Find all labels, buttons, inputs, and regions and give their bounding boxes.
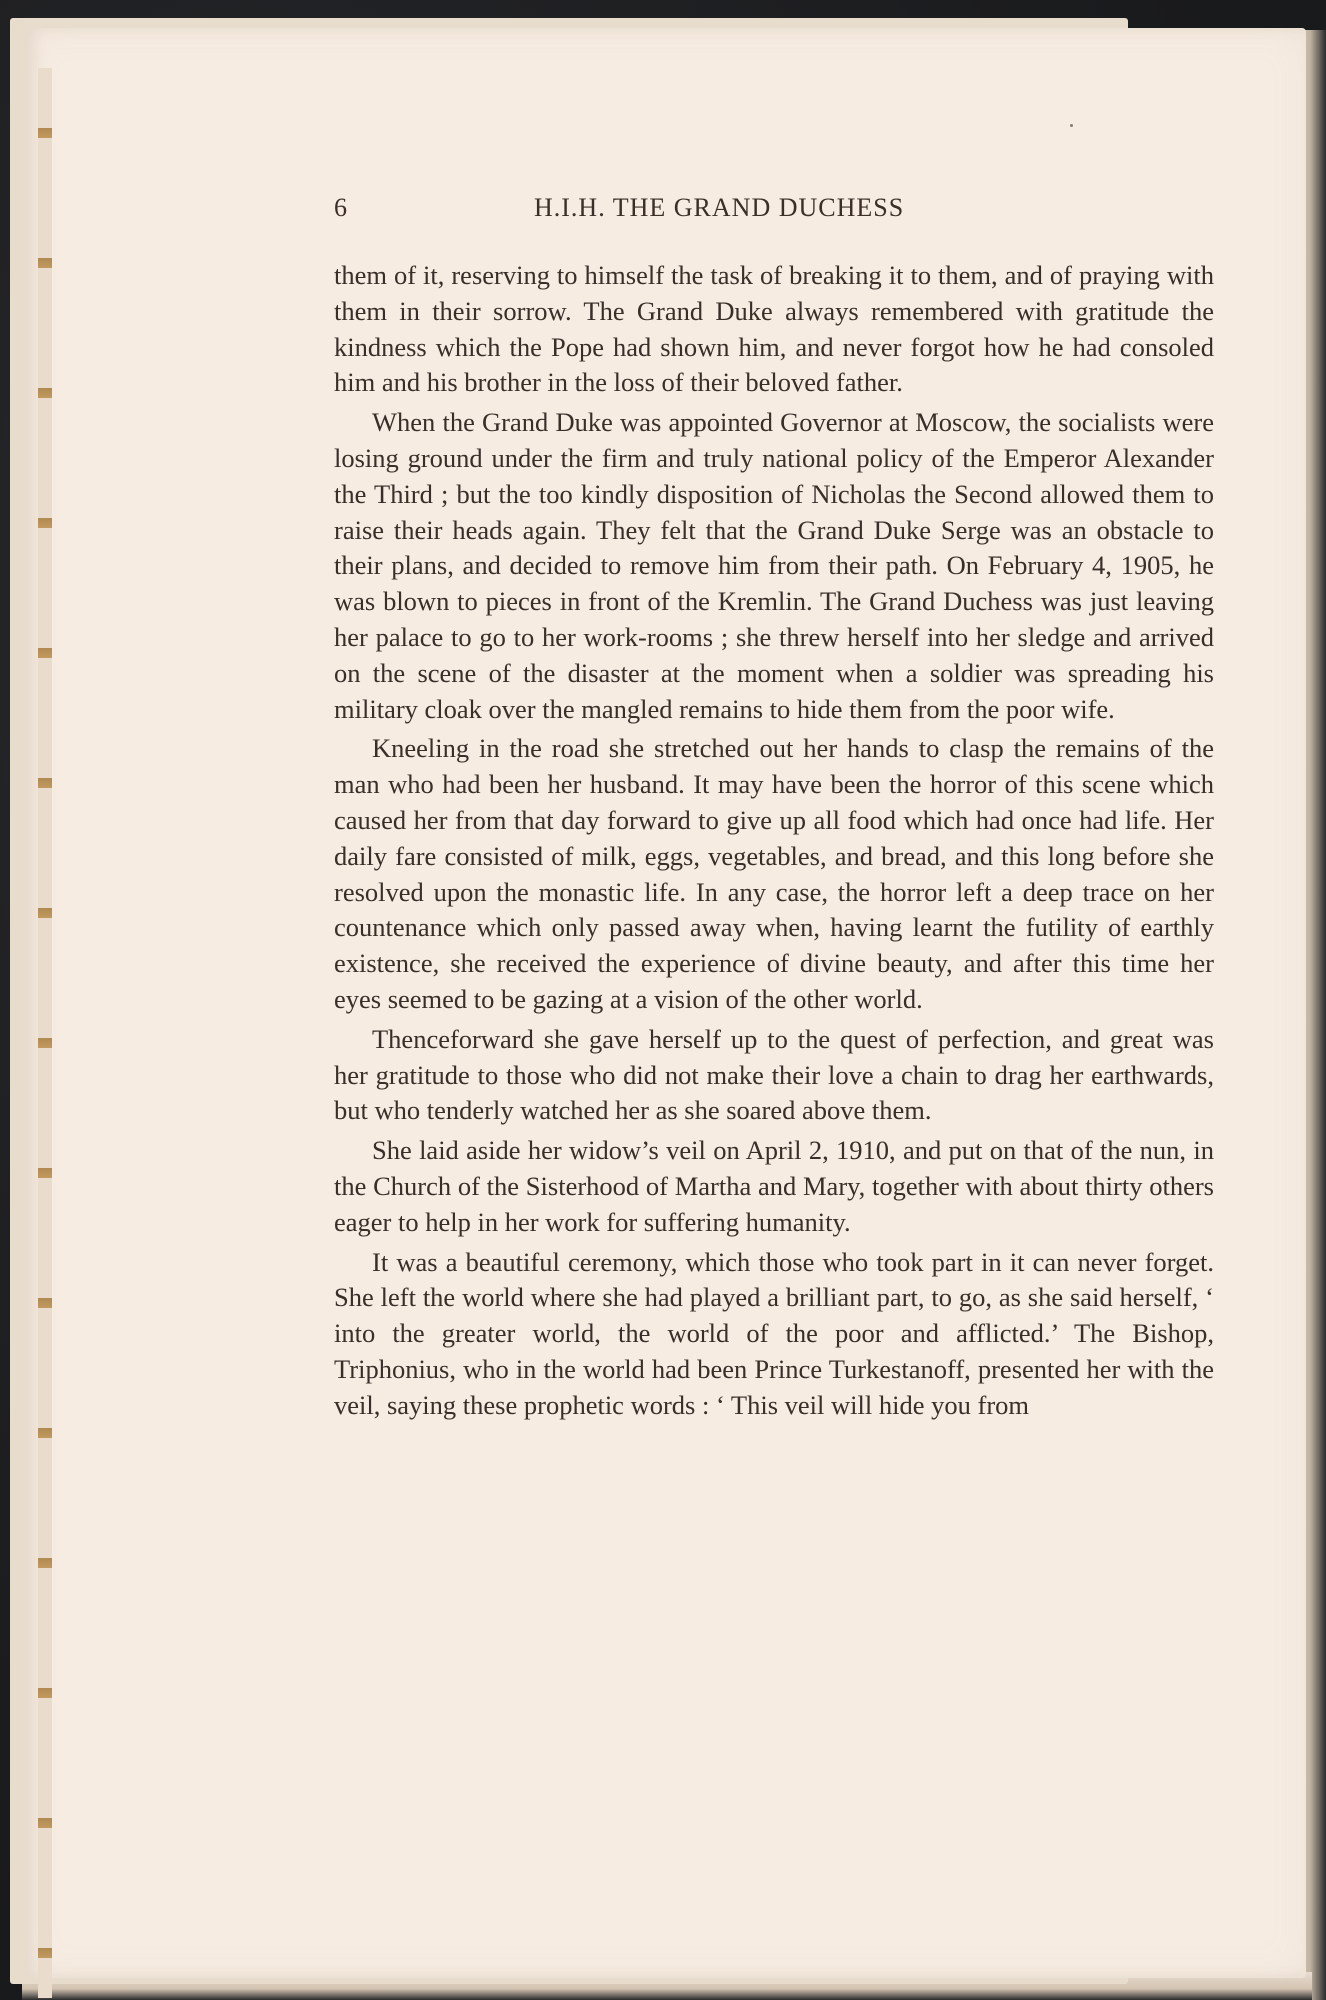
book-page: [26, 28, 1306, 1978]
body-text: [334, 258, 1214, 1428]
paragraph: Thenceforward she gave herself up to the quest of perfection, and great was her gratitude to those who did not make their love a chain to drag her earthwards, but who tenderly watched her as she soared above them.: [334, 1023, 1214, 1126]
running-title: H.I.H. THE GRAND DUCHESS: [534, 193, 905, 222]
paragraph: them of it, reserving to himself the task of breaking it to them, and of praying with them in their sorrow. The Grand Duke always remembered with gratitude the kindness which the Pope had shown him, and never forgot how he had consoled him and his brother in the loss of their beloved father.: [334, 260, 1214, 398]
running-head: [334, 193, 1004, 233]
page-binding: [38, 68, 52, 1998]
paper-speck: [1070, 124, 1073, 127]
paragraph: Kneeling in the road she stretched out her hands to clasp the remains of the man who had been her husband. It may have been the horror of this scene which caused her from that day forward to give up all food which had once had life. Her daily fare consisted of milk, eggs, vegetables, and bread, and this long before she resolved upon the monastic life. In any case, the horror left a deep trace on her countenance which only passed away when, having learnt the futility of earthly existence, she received the experience of divine beauty, and after this time her eyes seemed to be gazing at a vision of the other world.: [334, 733, 1214, 1014]
paragraph: She laid aside her widow’s veil on April 2, 1910, and put on that of the nun, in the Church of the Sisterhood of Martha and Mary, together with about thirty others eager to help in her work for suffering humanity.: [334, 1135, 1214, 1237]
paragraph: When the Grand Duke was appointed Governor at Moscow, the socialists were losing ground under the firm and truly national policy of the Emperor Alexander the Third ; but the too kindly disposition of Nicholas the Second allowed them to raise their heads again. They felt that the Grand Duke Serge was an obstacle to their plans, and decided to remove him from their path. On February 4, 1905, he was blown to pieces in front of the Kremlin. The Grand Duchess was just leaving her palace to go to her work-rooms ; she threw herself into her sledge and arrived on the scene of the disaster at the moment when a soldier was spreading his military cloak over the mangled remains to hide them from the poor wife.: [334, 407, 1214, 724]
paragraph: It was a beautiful ceremony, which those who took part in it can never forget. She left the world where she had played a brilliant part, to go, as she said herself, ‘ into the greater world, the world of the poor and afflicted.’ The Bishop, Triphonius, who in the world had been Prince Turkestanoff, presented her with the veil, saying these prophetic words : ‘ This veil will hide you from: [334, 1246, 1214, 1420]
page-number: 6: [334, 193, 347, 222]
